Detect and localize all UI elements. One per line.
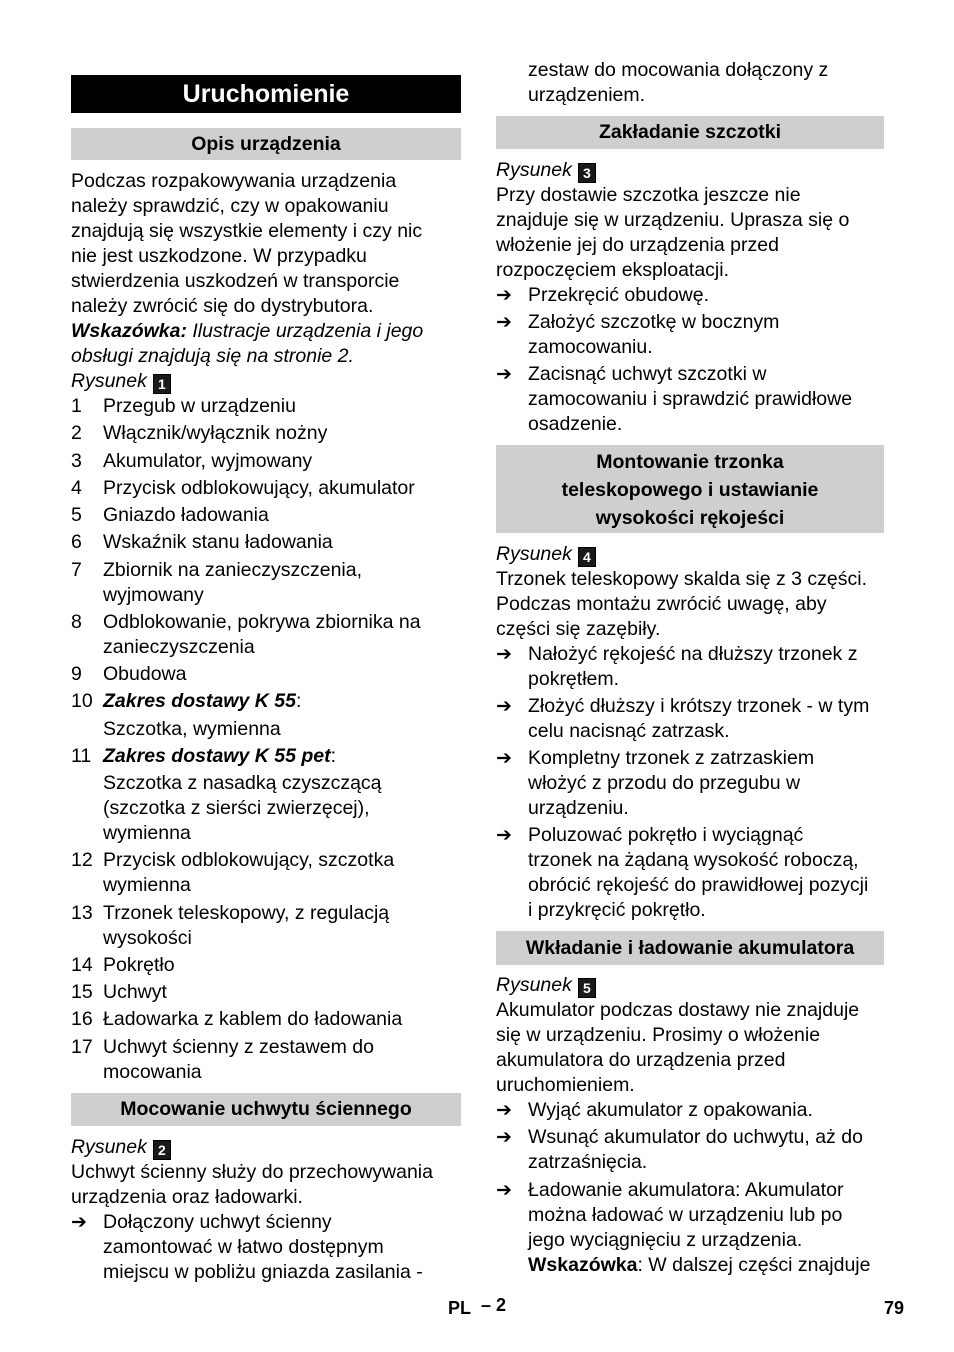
note-line bbox=[71, 319, 423, 344]
body-line: rozpoczęciem eksploatacji. bbox=[496, 259, 730, 281]
bullet-item: Zacisnąć uchwyt szczotki w bbox=[528, 363, 767, 385]
body-line: urządzenia oraz ładowarki. bbox=[71, 1186, 303, 1208]
list-number: 12 bbox=[71, 849, 93, 871]
body-line: części się zazębiły. bbox=[496, 618, 661, 640]
figure-number-box: 5 bbox=[578, 978, 596, 998]
bullet-item-cont: celu nacisnąć zatrzask. bbox=[528, 720, 730, 742]
bullet-item: Nałożyć rękojeść na dłuższy trzonek z bbox=[528, 643, 858, 665]
list-item: Akumulator, wyjmowany bbox=[103, 450, 313, 472]
list-item bbox=[103, 744, 336, 769]
list-item-cont: wysokości bbox=[103, 927, 192, 949]
footer-section-page: – 2 bbox=[481, 1295, 507, 1315]
section-heading-mocowanie: Mocowanie uchwytu ściennego bbox=[71, 1093, 461, 1126]
list-item: Pokrętło bbox=[103, 954, 175, 976]
arrow-right-icon: ➔ bbox=[496, 1127, 512, 1148]
page-title: Uruchomienie bbox=[71, 75, 461, 113]
bullet-item-cont: trzonek na żądaną wysokość roboczą, bbox=[528, 849, 859, 871]
note-text: : W dalszej części znajduje bbox=[637, 1254, 871, 1276]
list-number: 1 bbox=[71, 395, 82, 417]
bullet-item-cont: jego wyciągnięciu z urządzenia. bbox=[528, 1229, 803, 1251]
list-item: Zbiornik na zanieczyszczenia, bbox=[103, 559, 363, 581]
list-number: 17 bbox=[71, 1036, 93, 1058]
section-heading-akumulator: Wkładanie i ładowanie akumulatora bbox=[496, 931, 884, 965]
bullet-item-cont: osadzenie. bbox=[528, 413, 623, 435]
list-item: Wskaźnik stanu ładowania bbox=[103, 531, 333, 553]
list-item-cont: Szczotka z nasadką czyszczącą bbox=[103, 772, 382, 794]
arrow-right-icon: ➔ bbox=[496, 644, 512, 665]
bullet-item-cont: urządzeniu. bbox=[528, 797, 629, 819]
bullet-item-cont: włożyć z przodu do przegubu w bbox=[528, 772, 801, 794]
heading-line: wysokości rękojeści bbox=[595, 507, 785, 529]
body-line: uruchomieniem. bbox=[496, 1074, 635, 1096]
body-line: się w urządzeniu. Prosimy o włożenie bbox=[496, 1024, 821, 1046]
bullet-item-cont: pokrętłem. bbox=[528, 668, 620, 690]
figure-label: Rysunek bbox=[71, 370, 147, 392]
bullet-item: Ładowanie akumulatora: Akumulator bbox=[528, 1179, 844, 1201]
intro-line: Podczas rozpakowywania urządzenia bbox=[71, 170, 397, 192]
bullet-item-cont: można ładować w urządzeniu lub po bbox=[528, 1204, 843, 1226]
arrow-right-icon: ➔ bbox=[496, 285, 512, 306]
body-line: Trzonek teleskopowy skalda się z 3 części. bbox=[496, 568, 868, 590]
arrow-right-icon: ➔ bbox=[496, 1180, 512, 1201]
list-number: 3 bbox=[71, 450, 82, 472]
list-item bbox=[103, 689, 301, 714]
arrow-right-icon: ➔ bbox=[496, 825, 512, 846]
list-item-cont: zanieczyszczenia bbox=[103, 636, 255, 658]
list-number: 5 bbox=[71, 504, 82, 526]
list-item-cont: wyjmowany bbox=[103, 584, 204, 606]
figure-label: Rysunek bbox=[71, 1136, 147, 1158]
list-item-cont: (szczotka z sierści zwierzęcej), bbox=[103, 797, 370, 819]
list-item: Przegub w urządzeniu bbox=[103, 395, 296, 417]
body-line: Uchwyt ścienny służy do przechowywania bbox=[71, 1161, 433, 1183]
bullet-item: Założyć szczotkę w bocznym bbox=[528, 311, 780, 333]
bullet-item: Poluzować pokrętło i wyciągnąć bbox=[528, 824, 804, 846]
list-item: Odblokowanie, pokrywa zbiornika na bbox=[103, 611, 421, 633]
list-item: Gniazdo ładowania bbox=[103, 504, 269, 526]
intro-line: należy zwrócić się do dystrybutora. bbox=[71, 295, 374, 317]
list-number: 7 bbox=[71, 559, 82, 581]
arrow-right-icon: ➔ bbox=[496, 1100, 512, 1121]
figure-ref bbox=[496, 973, 596, 998]
colon: : bbox=[295, 690, 302, 712]
list-number: 13 bbox=[71, 902, 93, 924]
bullet-item-cont: zatrzaśnięcia. bbox=[528, 1151, 648, 1173]
note-line: obsługi znajdują się na stronie 2. bbox=[71, 345, 354, 367]
arrow-right-icon: ➔ bbox=[496, 748, 512, 769]
list-number: 6 bbox=[71, 531, 82, 553]
delivery-scope-label: Zakres dostawy K 55 pet bbox=[103, 745, 331, 767]
intro-line: stwierdzenia uszkodzeń w transporcie bbox=[71, 270, 400, 292]
list-item: Obudowa bbox=[103, 663, 187, 685]
figure-number-box: 4 bbox=[578, 547, 596, 567]
list-item-cont: mocowania bbox=[103, 1061, 202, 1083]
arrow-right-icon: ➔ bbox=[71, 1212, 87, 1233]
figure-label: Rysunek bbox=[496, 974, 572, 996]
list-number: 16 bbox=[71, 1008, 93, 1030]
body-line: znajduje się w urządzeniu. Uprasza się o bbox=[496, 209, 850, 231]
heading-line: teleskopowego i ustawianie bbox=[561, 479, 819, 501]
arrow-right-icon: ➔ bbox=[496, 696, 512, 717]
figure-ref bbox=[496, 158, 596, 183]
section-heading-szczotka: Zakładanie szczotki bbox=[496, 116, 884, 149]
list-item: Trzonek teleskopowy, z regulacją bbox=[103, 902, 390, 924]
list-item-cont: Szczotka, wymienna bbox=[103, 718, 281, 740]
list-item: Uchwyt bbox=[103, 981, 167, 1003]
bullet-item-cont: miejscu w pobliżu gniazda zasilania - bbox=[103, 1261, 423, 1283]
list-item: Przycisk odblokowujący, akumulator bbox=[103, 477, 415, 499]
body-line: Przy dostawie szczotka jeszcze nie bbox=[496, 184, 801, 206]
figure-number-box: 3 bbox=[578, 163, 596, 183]
figure-ref bbox=[71, 1135, 171, 1160]
list-number: 9 bbox=[71, 663, 82, 685]
page-number: 79 bbox=[884, 1298, 905, 1318]
list-number: 10 bbox=[71, 690, 93, 712]
bullet-item: Złożyć dłuższy i krótszy trzonek - w tym bbox=[528, 695, 870, 717]
figure-number-box: 2 bbox=[153, 1140, 171, 1160]
figure-label: Rysunek bbox=[496, 543, 572, 565]
intro-line: znajdują się wszystkie elementy i czy nic bbox=[71, 220, 423, 242]
colon: : bbox=[330, 745, 337, 767]
bullet-item-cont: zamontować w łatwo dostępnym bbox=[103, 1236, 384, 1258]
list-item: Ładowarka z kablem do ładowania bbox=[103, 1008, 403, 1030]
bullet-item-cont: urządzeniem. bbox=[528, 84, 646, 106]
bullet-item: Przekręcić obudowę. bbox=[528, 284, 710, 306]
list-number: 15 bbox=[71, 981, 93, 1003]
heading-line: Montowanie trzonka bbox=[596, 451, 784, 473]
note-line bbox=[528, 1253, 870, 1278]
arrow-right-icon: ➔ bbox=[496, 312, 512, 333]
list-item-cont: wymienna bbox=[103, 874, 191, 896]
body-line: Akumulator podczas dostawy nie znajduje bbox=[496, 999, 860, 1021]
note-text: Ilustracje urządzenia i jego bbox=[186, 320, 424, 342]
footer-language: PL bbox=[448, 1298, 472, 1318]
bullet-item-cont: zestaw do mocowania dołączony z bbox=[528, 59, 829, 81]
bullet-item-cont: i przykręcić pokrętło. bbox=[528, 899, 706, 921]
list-number: 2 bbox=[71, 422, 82, 444]
note-label: Wskazówka bbox=[528, 1254, 638, 1276]
figure-ref bbox=[71, 369, 171, 394]
list-item-cont: wymienna bbox=[103, 822, 191, 844]
figure-ref bbox=[496, 542, 596, 567]
list-number: 14 bbox=[71, 954, 93, 976]
intro-line: należy sprawdzić, czy w opakowaniu bbox=[71, 195, 389, 217]
bullet-item-cont: zamocowaniu i sprawdzić prawidłowe bbox=[528, 388, 853, 410]
body-line: włożenie jej do urządzenia przed bbox=[496, 234, 779, 256]
section-heading-trzonek bbox=[496, 445, 884, 533]
figure-number-box: 1 bbox=[153, 374, 171, 394]
bullet-item-cont: obrócić rękojeść do prawidłowej pozycji bbox=[528, 874, 869, 896]
bullet-item: Wsunąć akumulator do uchwytu, aż do bbox=[528, 1126, 863, 1148]
body-line: Podczas montażu zwrócić uwagę, aby bbox=[496, 593, 827, 615]
list-item: Uchwyt ścienny z zestawem do bbox=[103, 1036, 374, 1058]
list-number: 8 bbox=[71, 611, 82, 633]
bullet-item: Dołączony uchwyt ścienny bbox=[103, 1211, 332, 1233]
list-number: 11 bbox=[71, 745, 92, 767]
bullet-item-cont: zamocowaniu. bbox=[528, 336, 653, 358]
bullet-item: Kompletny trzonek z zatrzaskiem bbox=[528, 747, 815, 769]
list-item: Włącznik/wyłącznik nożny bbox=[103, 422, 328, 444]
intro-line: nie jest uszkodzone. W przypadku bbox=[71, 245, 367, 267]
figure-label: Rysunek bbox=[496, 159, 572, 181]
section-heading-opis: Opis urządzenia bbox=[71, 128, 461, 160]
note-label: Wskazówka: bbox=[71, 320, 187, 342]
bullet-item: Wyjąć akumulator z opakowania. bbox=[528, 1099, 813, 1121]
body-line: akumulatora do urządzenia przed bbox=[496, 1049, 786, 1071]
arrow-right-icon: ➔ bbox=[496, 364, 512, 385]
delivery-scope-label: Zakres dostawy K 55 bbox=[103, 690, 296, 712]
list-item: Przycisk odblokowujący, szczotka bbox=[103, 849, 395, 871]
list-number: 4 bbox=[71, 477, 82, 499]
